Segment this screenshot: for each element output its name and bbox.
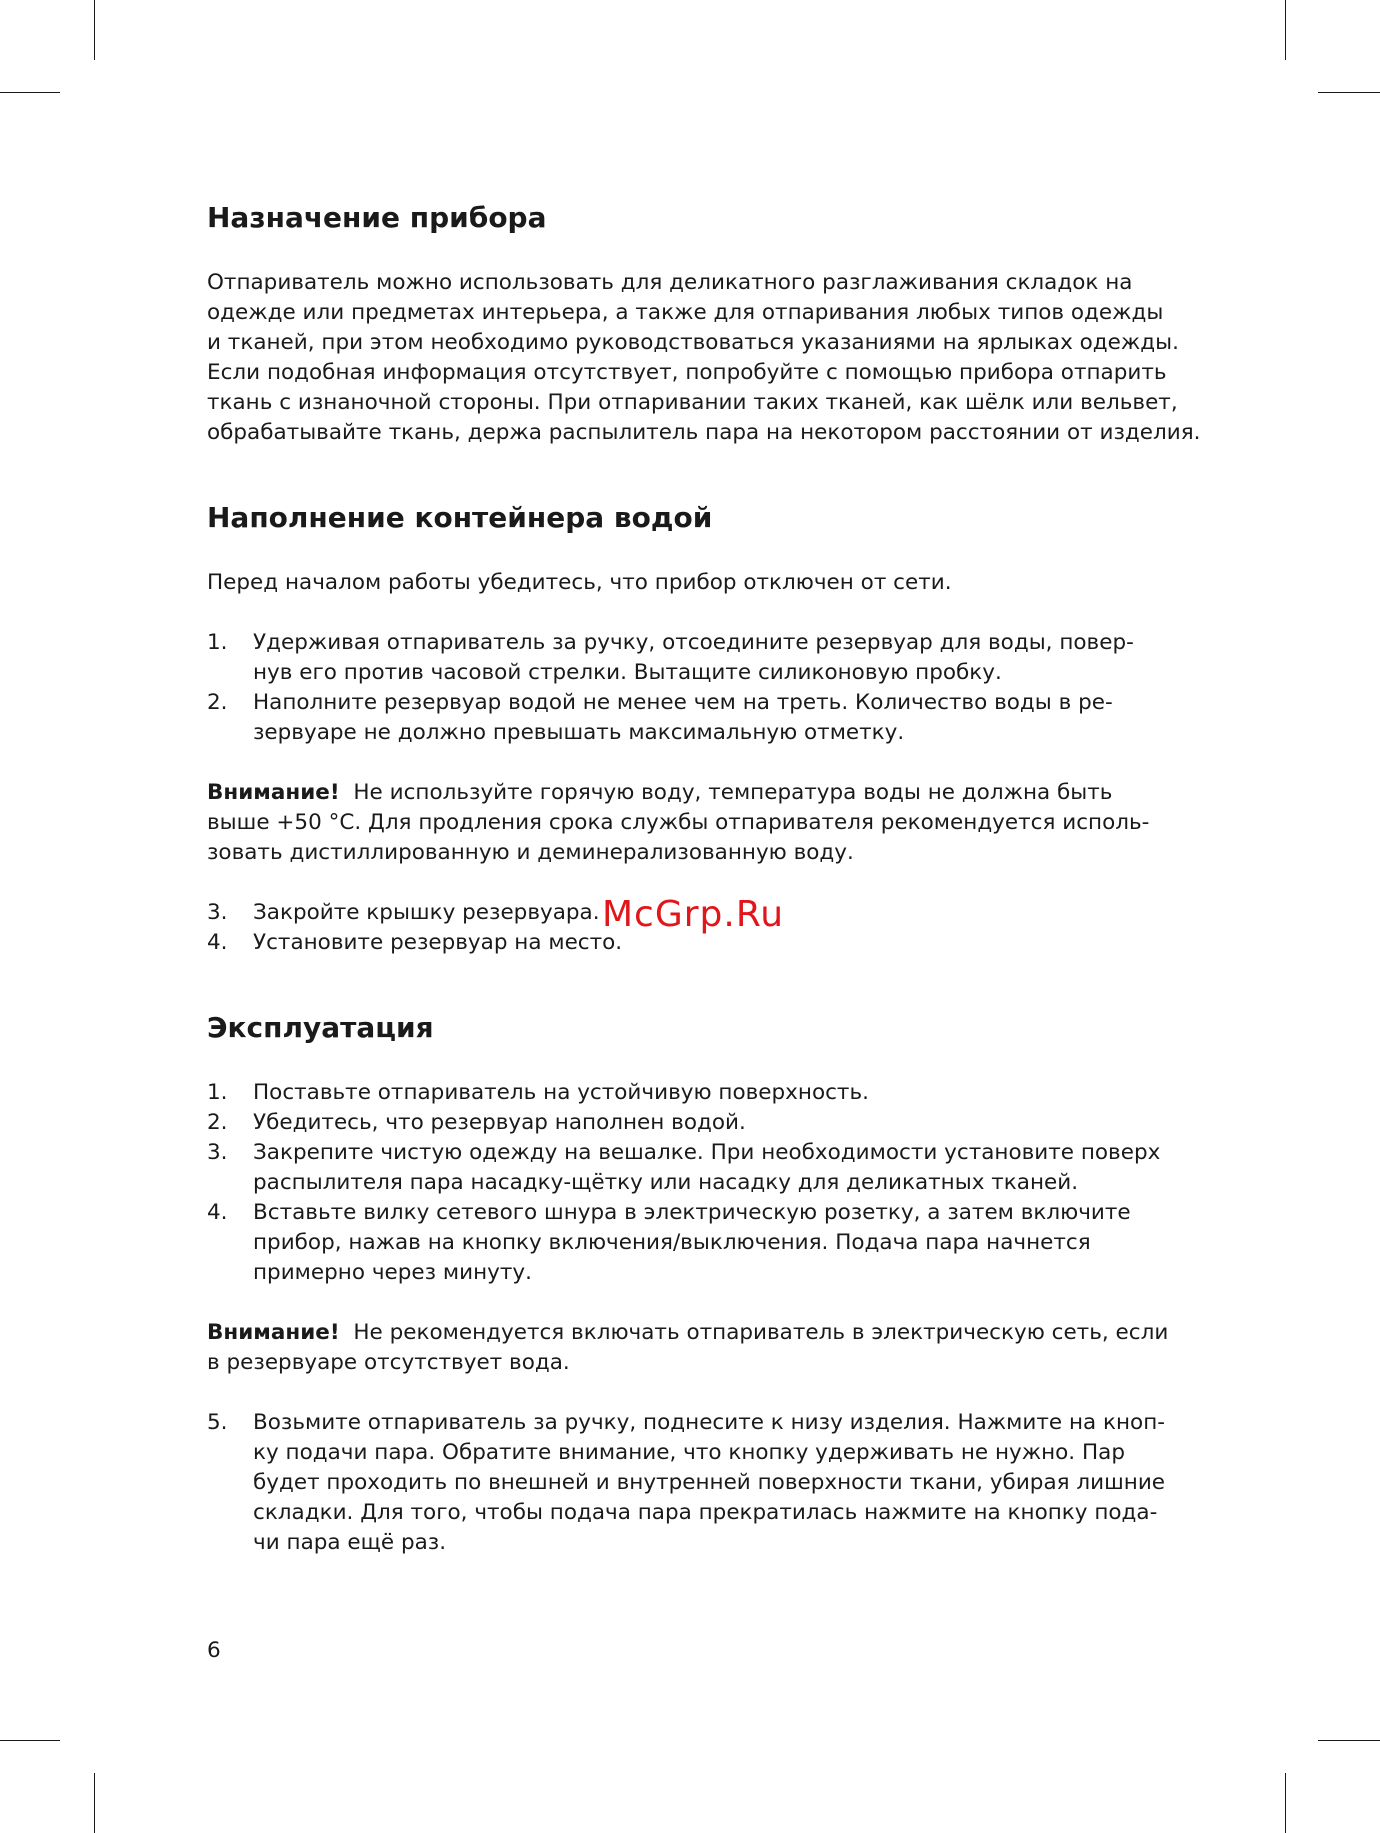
list-item xyxy=(207,1198,1160,1288)
text-line: выше +50 °С. Для продления срока службы отпаривателя рекомендуется исполь- xyxy=(207,810,1150,835)
step-number: 5. xyxy=(207,1410,228,1435)
text-line: Убедитесь, что резервуар наполнен водой. xyxy=(253,1110,746,1135)
filling-steps xyxy=(207,628,1134,748)
warning-text: Не рекомендуется включать отпариватель в электрическую сеть, если xyxy=(353,1320,1169,1345)
text-line xyxy=(207,1318,1168,1348)
text-line: Наполните резервуар водой не менее чем на треть. Количество воды в ре- xyxy=(253,690,1113,715)
text-line: ткань с изнаночной стороны. При отпаривании таких тканей, как шёлк или вельвет, xyxy=(207,390,1178,415)
text-line: примерно через минуту. xyxy=(253,1260,532,1285)
crop-mark-top-right xyxy=(1285,0,1286,60)
operation-warning xyxy=(207,1318,1168,1378)
operation-steps xyxy=(207,1078,1160,1288)
crop-mark-bottom-right-h xyxy=(1318,1740,1380,1741)
text-line: нув его против часовой стрелки. Вытащите силиконовую пробку. xyxy=(253,660,1002,685)
step-number: 3. xyxy=(207,1140,228,1165)
step-number: 1. xyxy=(207,1080,228,1105)
operation-steps-continued xyxy=(207,1408,1165,1558)
step-number: 1. xyxy=(207,630,228,655)
watermark: McGrp.Ru xyxy=(602,894,785,935)
crop-mark-top-left xyxy=(94,0,95,60)
warning-label: Внимание! xyxy=(207,1320,340,1345)
step-number: 2. xyxy=(207,1110,228,1135)
step-number: 3. xyxy=(207,900,228,925)
warning-text: Не используйте горячую воду, температура воды не должна быть xyxy=(353,780,1113,805)
text-line: Закрепите чистую одежду на вешалке. При необходимости установите поверх xyxy=(253,1140,1161,1165)
filling-intro: Перед началом работы убедитесь, что прибор отключен от сети. xyxy=(207,570,952,595)
step-number: 4. xyxy=(207,930,228,955)
heading-operation: Эксплуатация xyxy=(207,1011,434,1044)
list-item xyxy=(207,1108,1160,1138)
text-line: Если подобная информация отсутствует, попробуйте с помощью прибора отпарить xyxy=(207,360,1167,385)
text-line: будет проходить по внешней и внутренней поверхности ткани, убирая лишние xyxy=(253,1470,1166,1495)
text-line: зовать дистиллированную и деминерализованную воду. xyxy=(207,840,854,865)
text-line: чи пара ещё раз. xyxy=(253,1530,447,1555)
text-line xyxy=(207,778,1149,808)
filling-steps-continued xyxy=(207,898,622,958)
list-item xyxy=(207,1138,1160,1198)
text-line: зервуаре не должно превышать максимальную отметку. xyxy=(253,720,905,745)
text-line: распылителя пара насадку-щётку или насадку для деликатных тканей. xyxy=(253,1170,1079,1195)
list-item xyxy=(207,928,622,958)
purpose-paragraph xyxy=(207,268,1200,448)
list-item xyxy=(207,628,1134,688)
crop-mark-top-left-h xyxy=(0,92,60,93)
crop-mark-bottom-left xyxy=(94,1773,95,1833)
step-number: 4. xyxy=(207,1200,228,1225)
step-number: 2. xyxy=(207,690,228,715)
page-number: 6 xyxy=(207,1638,221,1663)
text-line: Возьмите отпариватель за ручку, поднесите к низу изделия. Нажмите на кноп- xyxy=(253,1410,1166,1435)
text-line: Удерживая отпариватель за ручку, отсоедините резервуар для воды, повер- xyxy=(253,630,1134,655)
text-line: и тканей, при этом необходимо руководствоваться указаниями на ярлыках одежды. xyxy=(207,330,1179,355)
crop-mark-bottom-right xyxy=(1285,1773,1286,1833)
heading-filling: Наполнение контейнера водой xyxy=(207,501,713,534)
heading-purpose: Назначение прибора xyxy=(207,201,547,234)
text-line: прибор, нажав на кнопку включения/выключения. Подача пара начнется xyxy=(253,1230,1091,1255)
text-line: в резервуаре отсутствует вода. xyxy=(207,1350,570,1375)
list-item xyxy=(207,688,1134,748)
filling-warning xyxy=(207,778,1149,868)
text-line: Поставьте отпариватель на устойчивую поверхность. xyxy=(253,1080,869,1105)
text-line: Отпариватель можно использовать для деликатного разглаживания складок на xyxy=(207,270,1133,295)
list-item xyxy=(207,1408,1165,1558)
text-line: Установите резервуар на место. xyxy=(253,930,623,955)
text-line: Закройте крышку резервуара. xyxy=(253,900,600,925)
warning-label: Внимание! xyxy=(207,780,340,805)
text-line: обрабатывайте ткань, держа распылитель пара на некотором расстоянии от изделия. xyxy=(207,420,1201,445)
list-item xyxy=(207,1078,1160,1108)
list-item xyxy=(207,898,622,928)
text-line: складки. Для того, чтобы подача пара прекратилась нажмите на кнопку пода- xyxy=(253,1500,1158,1525)
text-line: одежде или предметах интерьера, а также для отпаривания любых типов одежды xyxy=(207,300,1164,325)
crop-mark-bottom-left-h xyxy=(0,1740,60,1741)
crop-mark-top-right-h xyxy=(1318,92,1380,93)
text-line: Вставьте вилку сетевого шнура в электрическую розетку, а затем включите xyxy=(253,1200,1131,1225)
text-line: ку подачи пара. Обратите внимание, что кнопку удерживать не нужно. Пар xyxy=(253,1440,1125,1465)
